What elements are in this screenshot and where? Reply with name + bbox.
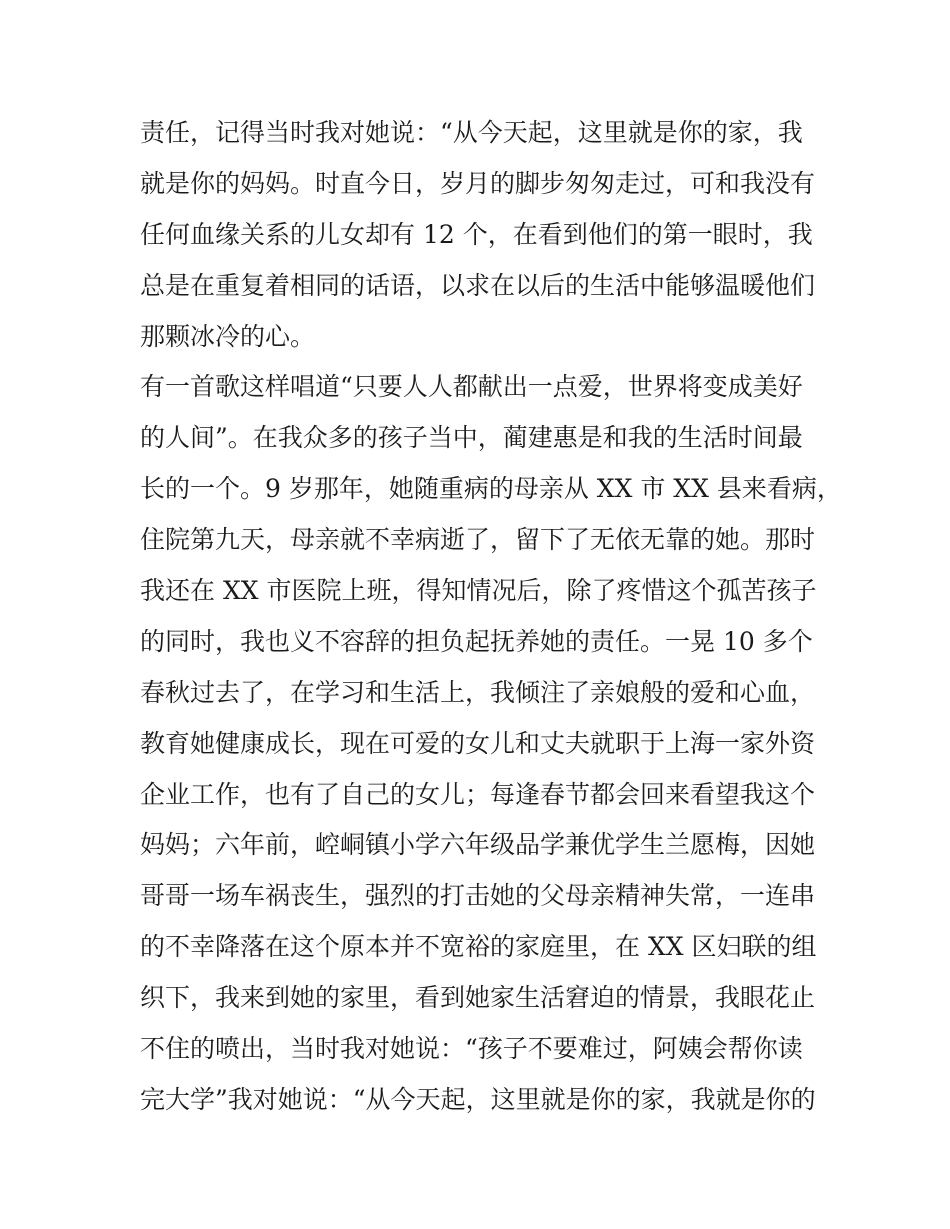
text-line: 那颗冰冷的心。 [140, 321, 316, 351]
text-line: 妈妈；六年前，崆峒镇小学六年级品学兼优学生兰愿梅，因她 [140, 830, 816, 860]
text-line: 长的一个。9 岁那年，她随重病的母亲从 XX 市 XX 县来看病， [140, 474, 842, 504]
text-line: 有一首歌这样唱道“只要人人都献出一点爱，世界将变成美好 [140, 372, 803, 402]
text-line: 教育她健康成长，现在可爱的女儿和丈夫就职于上海一家外资 [140, 728, 816, 758]
text-line: 哥哥一场车祸丧生，强烈的打击她的父母亲精神失常，一连串 [140, 881, 816, 911]
text-line: 完大学”我对她说：“从今天起，这里就是你的家，我就是你的 [140, 1084, 816, 1114]
body-text [140, 108, 842, 1126]
text-line: 春秋过去了，在学习和生活上，我倾注了亲娘般的爱和心血， [140, 677, 816, 707]
text-line: 就是你的妈妈。时直今日，岁月的脚步匆匆走过，可和我没有 [140, 168, 816, 198]
text-line: 不住的喷出，当时我对她说：“孩子不要难过，阿姨会帮你读 [140, 1034, 803, 1064]
text-line: 的同时，我也义不容辞的担负起抚养她的责任。一晃 10 多个 [140, 626, 813, 656]
text-line: 任何血缘关系的儿女却有 12 个，在看到他们的第一眼时，我 [140, 219, 813, 249]
text-line: 的人间”。在我众多的孩子当中，蔺建惠是和我的生活时间最 [140, 423, 803, 453]
text-line: 责任，记得当时我对她说：“从今天起，这里就是你的家，我 [140, 118, 803, 147]
text-line: 企业工作，也有了自己的女儿；每逢春节都会回来看望我这个 [140, 779, 816, 809]
text-line: 我还在 XX 市医院上班，得知情况后，除了疼惜这个孤苦孩子 [140, 576, 817, 606]
text-line: 织下，我来到她的家里，看到她家生活窘迫的情景，我眼花止 [140, 983, 816, 1013]
text-line: 住院第九天，母亲就不幸病逝了，留下了无依无靠的她。那时 [140, 525, 816, 555]
text-line: 总是在重复着相同的话语，以求在以后的生活中能够温暖他们 [140, 270, 816, 300]
text-line: 的不幸降落在这个原本并不宽裕的家庭里，在 XX 区妇联的组 [140, 932, 817, 962]
